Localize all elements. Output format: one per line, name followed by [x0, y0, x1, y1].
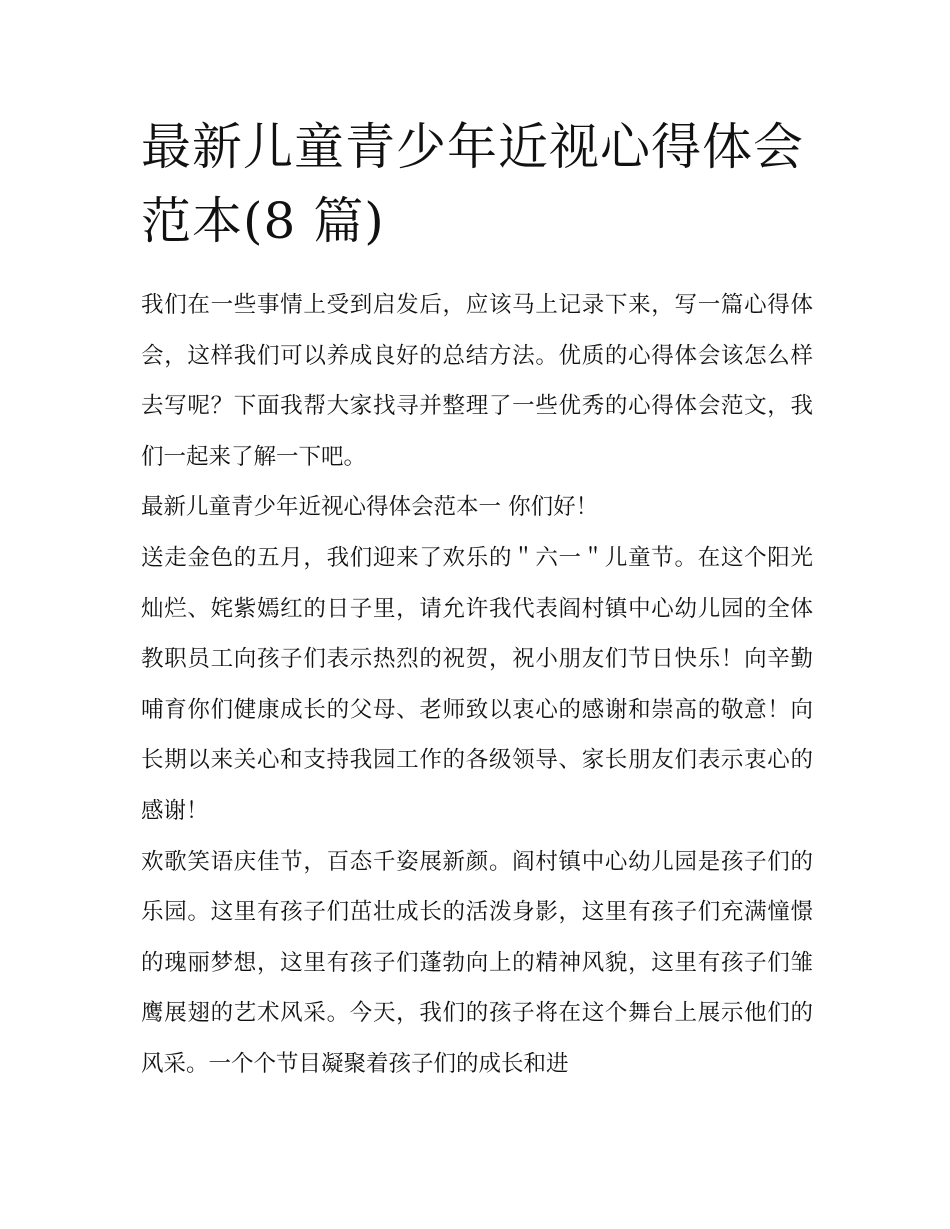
intro-paragraph: 我们在一些事情上受到启发后，应该马上记录下来，写一篇心得体会，这样我们可以养成良好的总结方法。优质的心得体会该怎么样去写呢？下面我帮大家找寻并整理了一些优秀的心得体会范文，我们一起来了解一下吧。	[141, 292, 813, 470]
body-paragraph: 欢歌笑语庆佳节，百态千姿展新颜。阎村镇中心幼儿园是孩子们的乐园。这里有孩子们茁壮成长的活泼身影，这里有孩子们充满憧憬的瑰丽梦想，这里有孩子们蓬勃向上的精神风貌，这里有孩子们雏鹰展翅的艺术风采。今天，我们的孩子将在这个舞台上展示他们的风采。一个个节目凝聚着孩子们的成长和进	[141, 848, 813, 1077]
body-paragraph: 送走金色的五月，我们迎来了欢乐的＂六一＂儿童节。在这个阳光灿烂、姹紫嫣红的日子里，请允许我代表阎村镇中心幼儿园的全体教职员工向孩子们表示热烈的祝贺，祝小朋友们节日快乐！向辛勤哺育你们健康成长的父母、老师致以衷心的感谢和崇高的敬意！向长期以来关心和支持我园工作的各级领导、家长朋友们表示衷心的感谢！	[141, 544, 813, 824]
document-title: 最新儿童青少年近视心得体会范本(8 篇)	[141, 118, 804, 250]
section-heading-paragraph: 最新儿童青少年近视心得体会范本一 你们好！	[141, 494, 599, 521]
document-body	[141, 110, 813, 1090]
